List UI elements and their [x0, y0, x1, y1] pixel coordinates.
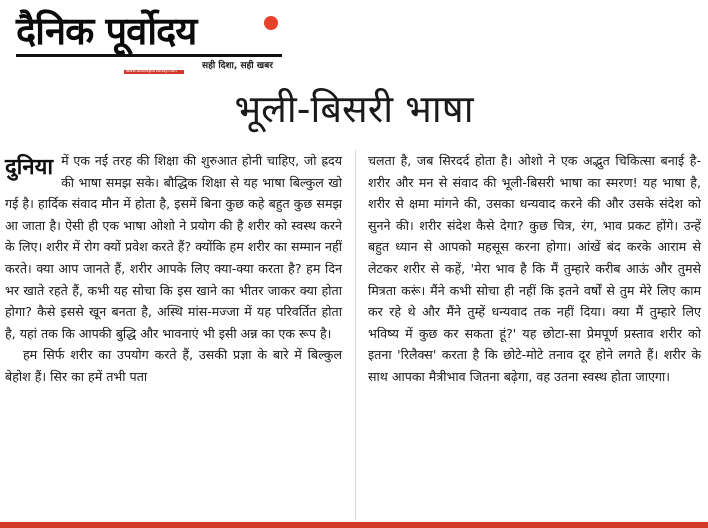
logo-url: www.dainikpurvoday.com [126, 68, 177, 73]
article-paragraph: चलता है, जब सिरदर्द होता है। ओशो ने एक अद्भुत चिकित्सा बनाई है- शरीर और मन से संवाद की भूली-बिसरी भाषा का स्मरण! यह भाषा है, शरीर से क्षमा मांगने की, उसका धन्यवाद करने की और उसके संदेश को सुनने की। शरीर संदेश कैसे देगा? कुछ चित्र, रंग, भाव प्रकट होंगे। उन्हें बहुत ध्यान से आपको महसूस करना होगा। आंखें बंद करके आराम से लेटकर शरीर से कहें, 'मेरा भाव है कि मैं तुम्हारे करीब आऊं और तुमसे मित्रता करूं। मैंने कभी सोचा ही नहीं कि इतने वर्षों से तुम मेरे लिए काम कर रहे थे और मैंने तुम्हें धन्यवाद तक नहीं दिया। क्या मैं तुम्हारे लिए भविष्य में कुछ कर सकता हूं?' यह छोटा-सा प्रेमपूर्ण प्रस्ताव शरीर को इतना 'रिलैक्स' करता है कि छोटे-मोटे तनाव दूर होने लगते हैं। शरीर के साथ आपका मैत्रीभाव जितना बढ़ेगा, वह उतना स्वस्थ होता जाएगा। [368, 153, 701, 384]
article-paragraph [5, 150, 342, 344]
newspaper-tagline: सही दिशा, सही खबर [202, 61, 273, 71]
article-column-right [368, 150, 701, 388]
logo-dot-icon [264, 16, 278, 30]
dropcap-word: दुनिया [5, 155, 54, 180]
column-divider [355, 150, 356, 520]
newspaper-title: दैनिक पूर्वोदय [16, 9, 197, 53]
newspaper-logo [12, 6, 297, 76]
article-paragraph: हम सिर्फ शरीर का उपयोग करते हैं, उसकी प्रज्ञा के बारे में बिल्कुल बेहोश हैं। सिर का हमें तभी पता [5, 347, 342, 384]
masthead [0, 0, 708, 78]
paragraph-text: में एक नई तरह की शिक्षा की शुरुआत होनी चाहिए, जो ह्रदय की भाषा समझ सके। बौद्धिक शिक्षा से यह भाषा बिल्कुल खो गई है। हार्दिक संवाद मौन में होता है, इसमें बिना कुछ कहे बहुत कुछ समझ आ जाता है। ऐसी ही एक भाषा ओशो ने प्रयोग की है शरीर को स्वस्थ करने के लिए। शरीर में रोग क्यों प्रवेश करते हैं? क्योंकि हम शरीर का सम्मान नहीं करते। क्या आप जानते हैं, शरीर आपके लिए क्या-क्या करता है? हम दिन भर खाते रहते हैं, कभी यह सोचा कि इस खाने का भीतर जाकर क्या होता होगा? कैसे इससे खून बनता है, अस्थि मांस-मज्जा में यह परिवर्तित होता है, यहां तक कि आपकी बुद्धि और भावनाएं भी इसी अन्न का एक रूप है। [5, 153, 342, 341]
article-headline: भूली-बिसरी भाषा [234, 87, 474, 131]
article-column-left [5, 150, 342, 388]
page-footer-rule [0, 522, 708, 528]
logo-underline [16, 54, 282, 57]
